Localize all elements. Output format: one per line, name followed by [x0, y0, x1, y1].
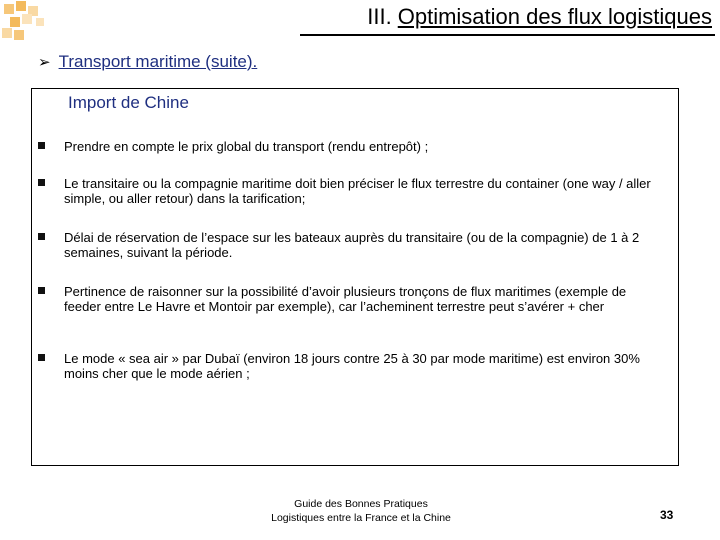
subtitle-text: Transport maritime (suite). — [58, 52, 258, 71]
list-item — [38, 351, 658, 381]
content-box — [31, 88, 679, 466]
corner-decoration-squares — [0, 0, 60, 50]
page-title — [367, 4, 712, 30]
list-item — [38, 139, 658, 154]
arrow-bullet-icon: ➢ — [38, 54, 51, 71]
square-bullet-icon — [38, 233, 45, 240]
list-item-text: Pertinence de raisonner sur la possibilité d’avoir plusieurs tronçons de flux maritimes (exemple de feeder entre Le Havre et Montoir par exemple), car l’acheminent terrestre peut s’avérer + cher — [64, 284, 627, 314]
subtitle — [38, 52, 257, 72]
footer-line-1: Guide des Bonnes Pratiques — [294, 498, 428, 510]
list-item — [38, 176, 658, 206]
section-number: III. — [367, 4, 392, 29]
footer — [246, 497, 476, 525]
list-item-text: Délai de réservation de l’espace sur les bateaux auprès du transitaire (ou de la compagnie) de 1 à 2 semaines, suivant la période. — [64, 230, 640, 260]
list-item — [38, 284, 658, 314]
title-underline-rule — [300, 34, 715, 36]
list-item — [38, 230, 658, 260]
list-item-text: Le mode « sea air » par Dubaï (environ 18 jours contre 25 à 30 par mode maritime) est environ 30% moins cher que le mode aérien ; — [64, 351, 640, 381]
square-bullet-icon — [38, 179, 45, 186]
footer-line-2: Logistiques entre la France et la Chine — [271, 512, 451, 524]
list-item-text: Prendre en compte le prix global du transport (rendu entrepôt) ; — [64, 139, 429, 154]
page-number: 33 — [660, 508, 674, 522]
square-bullet-icon — [38, 354, 45, 361]
square-bullet-icon — [38, 287, 45, 294]
box-title: Import de Chine — [68, 93, 189, 112]
list-item-text: Le transitaire ou la compagnie maritime doit bien préciser le flux terrestre du container (one way / aller simple, ou aller retour) dans la tarification; — [64, 176, 651, 206]
section-title: Optimisation des flux logistiques — [397, 4, 712, 29]
square-bullet-icon — [38, 142, 45, 149]
